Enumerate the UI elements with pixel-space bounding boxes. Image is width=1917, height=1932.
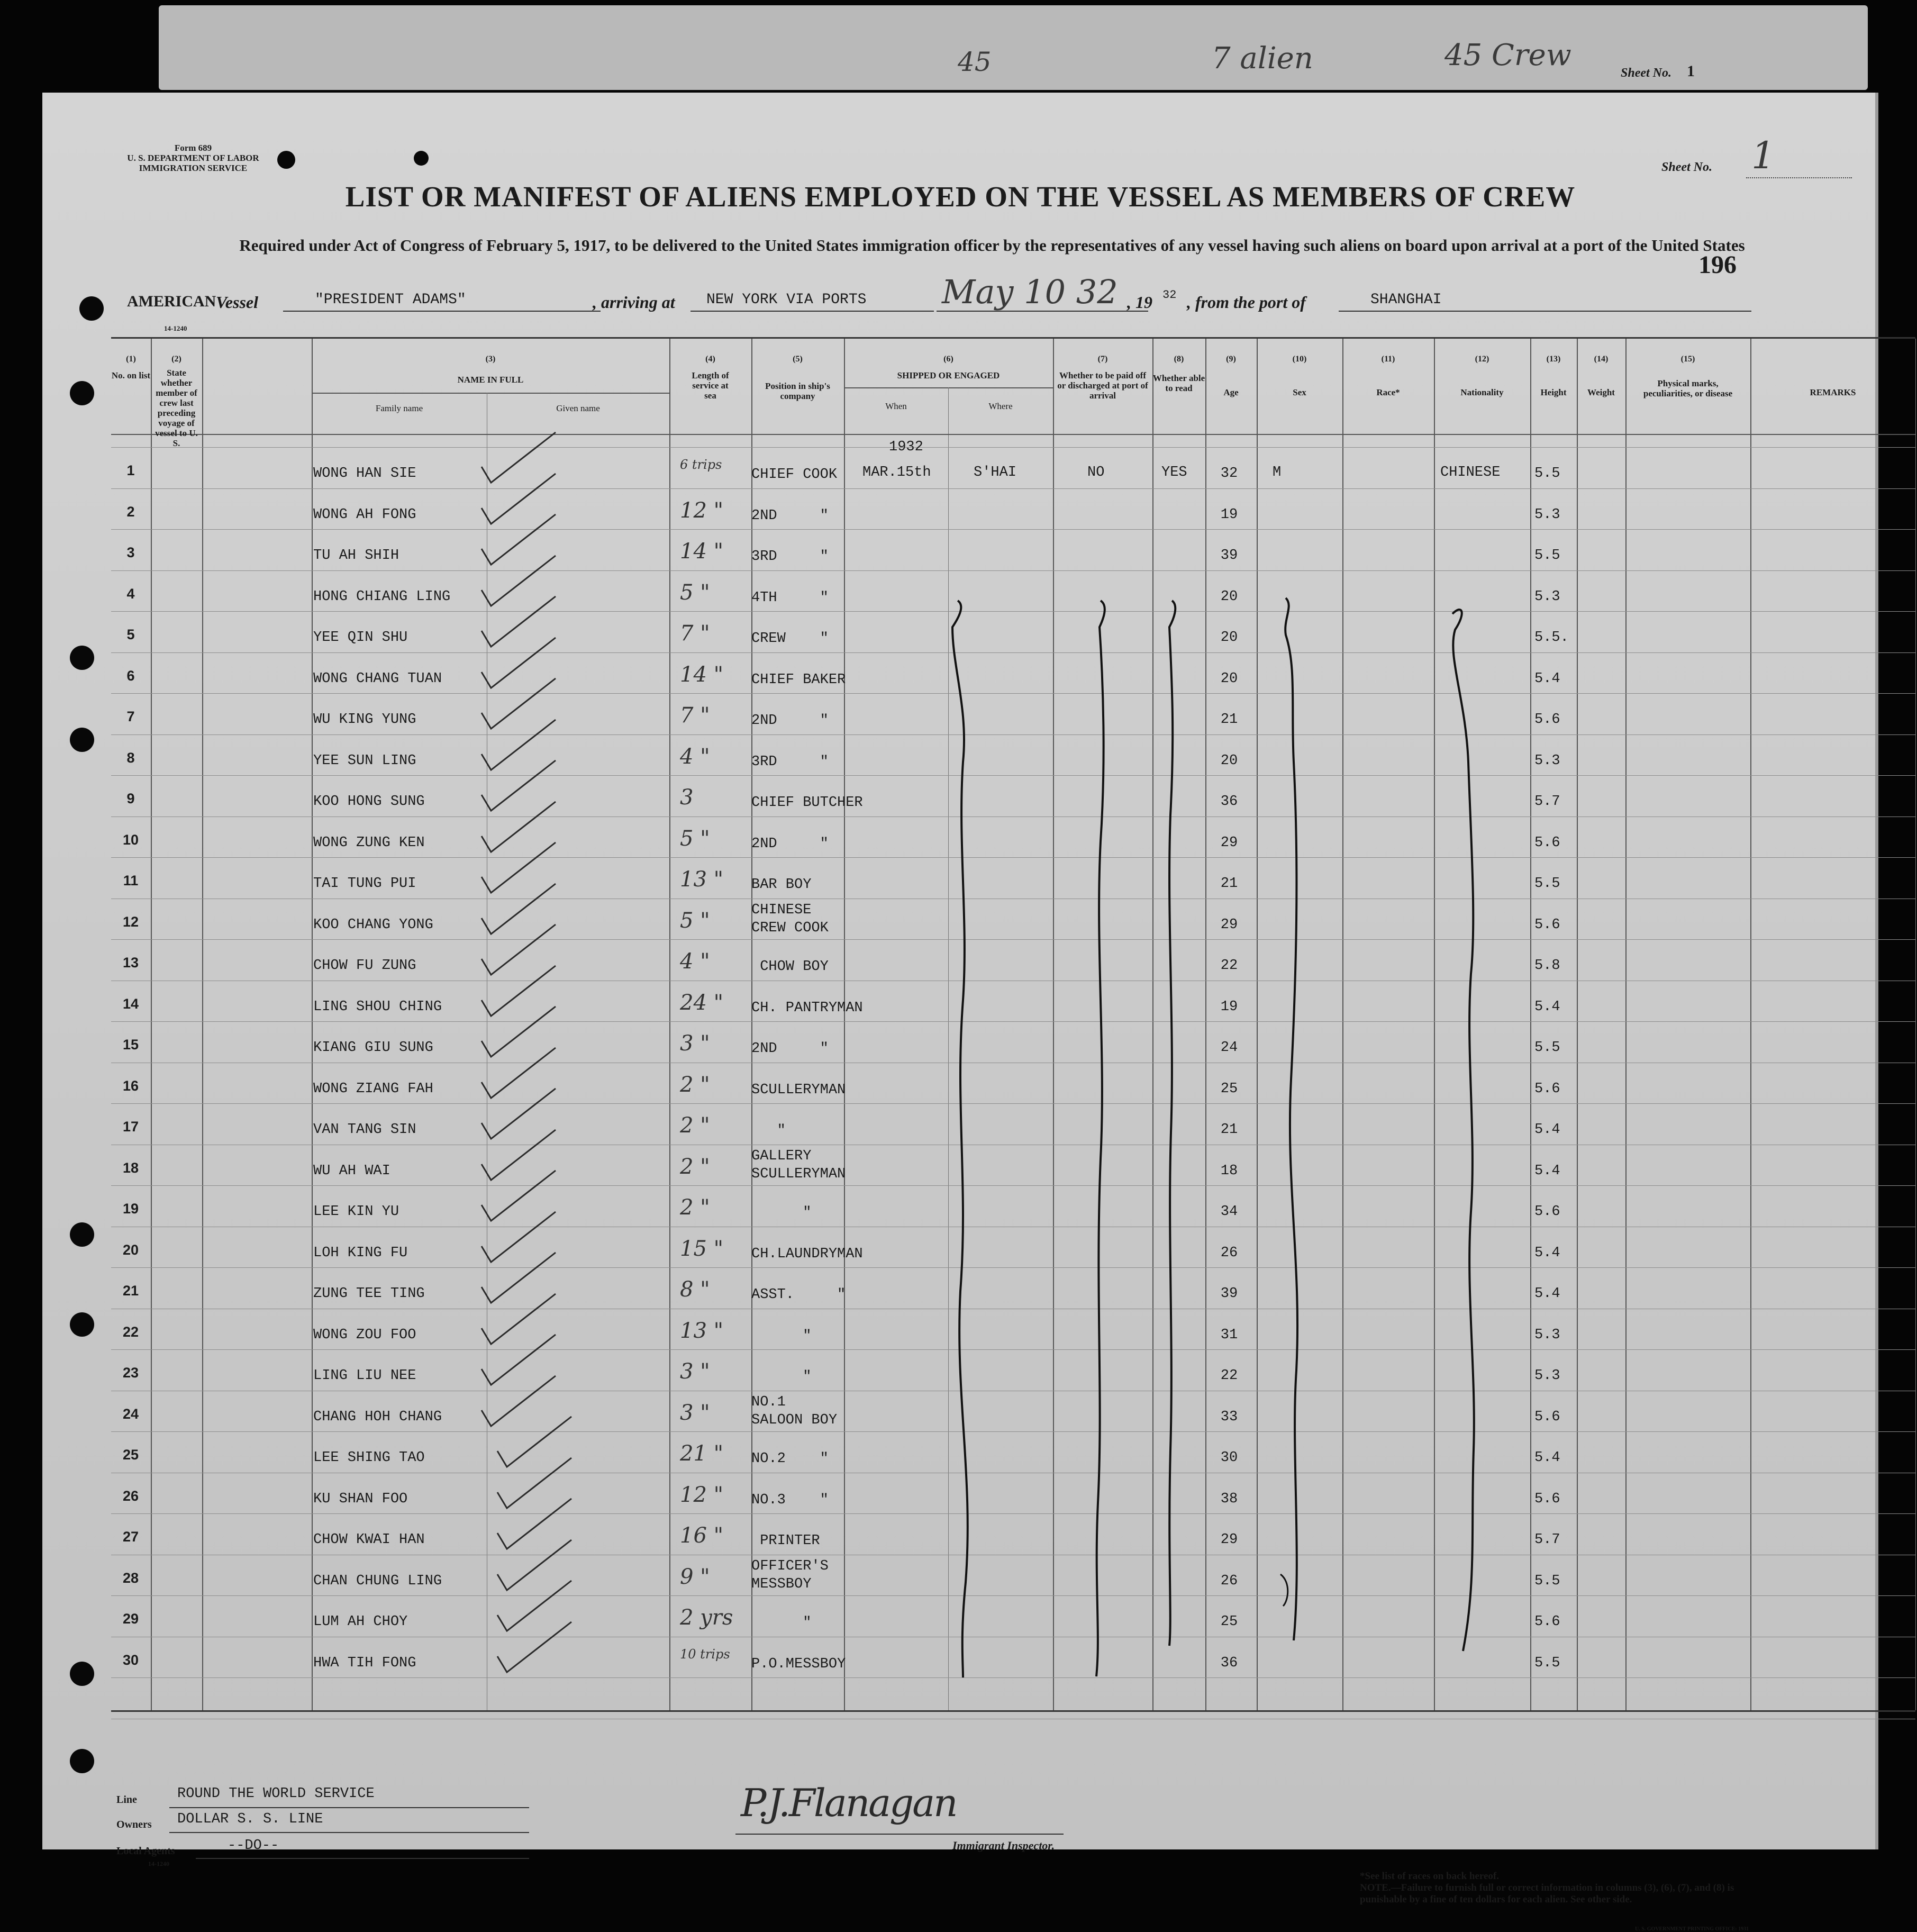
row-number: 20 xyxy=(122,1241,139,1258)
arriving-line xyxy=(691,311,934,312)
height: 5.3 xyxy=(1534,1368,1560,1384)
family-name: LEE KIN YU xyxy=(313,1204,399,1220)
col-head-shipped: SHIPPED OR ENGAGED xyxy=(897,370,1000,380)
agents-underline xyxy=(196,1858,529,1859)
height: 5.6 xyxy=(1534,917,1560,933)
age: 22 xyxy=(1220,958,1238,974)
binder-hole xyxy=(70,1312,94,1337)
height: 5.6 xyxy=(1534,712,1560,728)
age: 25 xyxy=(1220,1081,1238,1097)
col-num-4: (4) xyxy=(705,355,715,364)
row-number: 22 xyxy=(122,1323,139,1340)
ship-position: CHIEF COOK xyxy=(751,467,838,483)
top-note-alien-count: 7 alien xyxy=(1212,41,1313,76)
height: 5.4 xyxy=(1534,1245,1560,1261)
col-head-remarks: REMARKS xyxy=(1810,387,1856,397)
height: 5.7 xyxy=(1534,794,1560,810)
height: 5.5 xyxy=(1534,1573,1560,1589)
row-number: 6 xyxy=(126,667,135,684)
length-of-service: 12 " xyxy=(680,1482,724,1507)
col-head-given-name: Given name xyxy=(556,403,600,413)
agents-label: Local Agents xyxy=(116,1845,175,1857)
age: 29 xyxy=(1220,917,1238,933)
length-of-service: 13 " xyxy=(680,867,724,892)
col-head-read: Whether able to read xyxy=(1152,373,1205,393)
row-number: 11 xyxy=(123,873,139,888)
ditto-marks xyxy=(111,339,1915,1710)
length-of-service: 5 " xyxy=(680,908,710,933)
age: 36 xyxy=(1220,1655,1238,1671)
page-title: LIST OR MANIFEST OF ALIENS EMPLOYED ON THE VESSEL AS MEMBERS OF CREW xyxy=(345,180,1576,213)
family-name: WONG ZUNG KEN xyxy=(313,835,425,851)
col-num-6: (6) xyxy=(943,355,953,364)
age: 21 xyxy=(1220,1122,1238,1138)
length-of-service: 5 " xyxy=(680,580,710,605)
ship-position: NO.2 " xyxy=(751,1451,829,1467)
ship-position: SCULLERYMAN xyxy=(751,1082,846,1098)
vessel-name: "PRESIDENT ADAMS" xyxy=(315,292,466,308)
age: 19 xyxy=(1220,506,1238,523)
row-number: 17 xyxy=(122,1119,139,1135)
owners-underline xyxy=(169,1832,529,1833)
col-head-no: No. on list xyxy=(111,370,151,380)
age: 33 xyxy=(1220,1409,1238,1425)
length-of-service: 4 " xyxy=(680,744,710,769)
inspector-label: Immigrant Inspector. xyxy=(952,1839,1055,1852)
sheet-number: 1 xyxy=(1751,134,1775,177)
height: 5.3 xyxy=(1534,1327,1560,1343)
owners-value: DOLLAR S. S. LINE xyxy=(177,1811,323,1827)
age: 29 xyxy=(1220,1532,1238,1548)
row-number: 2 xyxy=(126,503,135,520)
ship-position: " xyxy=(751,1369,812,1385)
age: 24 xyxy=(1220,1040,1238,1056)
vessel-nationality: AMERICAN xyxy=(127,293,216,310)
ship-position: NO.3 " xyxy=(751,1492,829,1508)
family-name: WONG AH FONG xyxy=(313,506,416,523)
height: 5.5. xyxy=(1534,630,1569,646)
ditto-line-nationality xyxy=(1452,610,1474,1651)
age: 20 xyxy=(1220,588,1238,605)
row-number: 27 xyxy=(122,1529,139,1545)
paid-off-value: NO xyxy=(1087,465,1105,480)
age: 19 xyxy=(1220,999,1238,1015)
family-name: KU SHAN FOO xyxy=(313,1491,408,1507)
col-head-position: Position in ship's company xyxy=(765,381,830,401)
height: 5.8 xyxy=(1534,958,1560,974)
row-number: 16 xyxy=(122,1077,139,1094)
ship-position: 2ND " xyxy=(751,836,829,852)
read-value: YES xyxy=(1161,465,1187,480)
age: 26 xyxy=(1220,1573,1238,1589)
back-sheet xyxy=(159,5,1868,90)
row-number: 1 xyxy=(126,462,135,478)
sheet-label: Sheet No. xyxy=(1661,160,1712,174)
height: 5.6 xyxy=(1534,1614,1560,1630)
ship-position: " xyxy=(751,1123,786,1139)
col-num-11: (11) xyxy=(1381,355,1395,364)
family-name: CHOW KWAI HAN xyxy=(313,1532,425,1548)
page-subtitle: Required under Act of Congress of February 5, 1917, to be delivered to the United States immigration officer by the representatives of any vessel having such aliens on board upon arrival at a port of the United States xyxy=(239,236,1745,255)
length-of-service: 15 " xyxy=(680,1236,724,1261)
binder-hole xyxy=(79,296,104,321)
ship-position: CHIEF BAKER xyxy=(751,672,846,688)
footer-note: *See list of races on back hereof. NOTE.—Failure to furnish full or correct information in columns (3), (6), (7), and (8) is punishable by a fine of ten dollars for each alien. See other side. xyxy=(1360,1871,1734,1905)
ship-position: PRINTER xyxy=(751,1533,820,1549)
col-head-height: Height xyxy=(1540,387,1567,397)
row-number: 13 xyxy=(122,955,139,970)
row-number: 5 xyxy=(126,627,135,642)
col-num-14: (14) xyxy=(1594,355,1609,364)
length-of-service: 2 " xyxy=(680,1195,710,1220)
age: 34 xyxy=(1220,1204,1238,1220)
ship-position: BAR BOY xyxy=(751,877,812,893)
col-num-8: (8) xyxy=(1174,355,1184,364)
col-num-10: (10) xyxy=(1292,355,1307,364)
family-name: CHANG HOH CHANG xyxy=(313,1409,442,1425)
binder-hole xyxy=(70,728,94,752)
length-of-service: 14 " xyxy=(680,662,724,687)
row-number: 4 xyxy=(126,585,135,602)
length-of-service: 13 " xyxy=(680,1318,724,1343)
crew-table xyxy=(111,337,1915,1712)
year-suffix: 32 xyxy=(1162,288,1177,302)
length-of-service: 3 " xyxy=(680,1359,710,1384)
printer-note: U. S. GOVERNMENT PRINTING OFFICE: 1931 xyxy=(1635,1926,1749,1932)
ship-position: CHIEF BUTCHER xyxy=(751,795,863,811)
family-name: LOH KING FU xyxy=(313,1245,408,1261)
binder-hole xyxy=(70,381,94,405)
col-head-weight: Weight xyxy=(1587,387,1615,397)
col-head-physical-marks: Physical marks, peculiarities, or disease xyxy=(1643,378,1733,398)
age: 26 xyxy=(1220,1245,1238,1261)
binder-hole xyxy=(70,1749,94,1773)
ship-position: " xyxy=(751,1615,812,1631)
family-name: KOO HONG SUNG xyxy=(313,794,425,810)
ship-position: CHINESE CREW COOK xyxy=(751,902,829,936)
year-prefix: , 19 xyxy=(1127,293,1152,312)
age: 25 xyxy=(1220,1614,1238,1630)
family-name: WU KING YUNG xyxy=(313,712,416,728)
length-of-service: 6 trips xyxy=(680,457,722,472)
row-number: 25 xyxy=(122,1447,139,1463)
col-head-race: Race* xyxy=(1376,387,1400,397)
age: 30 xyxy=(1220,1450,1238,1466)
length-of-service: 2 " xyxy=(680,1113,710,1138)
binder-hole xyxy=(277,151,295,169)
agents-value: --DO-- xyxy=(228,1838,279,1854)
row-number: 10 xyxy=(122,831,139,848)
back-sheet-number: 1 xyxy=(1687,62,1695,80)
where-port: S'HAI xyxy=(974,465,1017,480)
family-name: CHOW FU ZUNG xyxy=(313,958,416,974)
family-name: VAN TANG SIN xyxy=(313,1122,416,1138)
binder-hole xyxy=(70,1662,94,1686)
ship-position: " xyxy=(751,1328,812,1344)
height: 5.7 xyxy=(1534,1532,1560,1548)
nationality-value: CHINESE xyxy=(1440,465,1501,480)
row-number: 3 xyxy=(126,545,135,560)
length-of-service: 14 " xyxy=(680,539,724,564)
age: 20 xyxy=(1220,752,1238,769)
length-of-service: 9 " xyxy=(680,1564,710,1589)
length-of-service: 2 yrs xyxy=(680,1606,733,1630)
family-name: TU AH SHIH xyxy=(313,548,399,564)
col-head-sex: Sex xyxy=(1293,387,1306,397)
ship-position: CHOW BOY xyxy=(751,959,829,975)
family-name: TAI TUNG PUI xyxy=(313,876,416,892)
row-number: 26 xyxy=(122,1487,139,1504)
height: 5.4 xyxy=(1534,999,1560,1015)
height: 5.5 xyxy=(1534,466,1560,482)
sex-value: M xyxy=(1273,465,1282,480)
ship-position: CH.LAUNDRYMAN xyxy=(751,1246,863,1262)
col-head-prior-voyage: State whether member of crew last preceding voyage of vessel to U. S. xyxy=(155,368,198,448)
age: 21 xyxy=(1220,876,1238,892)
from-port: SHANGHAI xyxy=(1370,292,1442,308)
ship-position: ASST. " xyxy=(751,1287,846,1303)
age: 21 xyxy=(1220,712,1238,728)
height: 5.6 xyxy=(1534,1081,1560,1097)
col-num-1: (1) xyxy=(126,355,136,364)
col-num-2: (2) xyxy=(171,355,181,364)
family-name: HWA TIH FONG xyxy=(313,1655,416,1671)
col-num-9: (9) xyxy=(1226,355,1236,364)
row-number: 18 xyxy=(122,1159,139,1176)
length-of-service: 4 " xyxy=(680,949,710,974)
height: 5.4 xyxy=(1534,1163,1560,1179)
row-number: 23 xyxy=(122,1365,139,1381)
length-of-service: 7 " xyxy=(680,703,710,728)
height: 5.6 xyxy=(1534,1409,1560,1425)
height: 5.6 xyxy=(1534,1204,1560,1220)
top-note-crew-count: 45 xyxy=(958,47,992,77)
age: 39 xyxy=(1220,1286,1238,1302)
ship-position: GALLERY SCULLERYMAN xyxy=(751,1148,846,1182)
row-number: 8 xyxy=(126,749,135,766)
length-of-service: 10 trips xyxy=(680,1646,730,1662)
col-num-13: (13) xyxy=(1546,355,1561,364)
ship-position: 4TH " xyxy=(751,589,829,606)
age: 32 xyxy=(1220,466,1238,482)
family-name: KIANG GIU SUNG xyxy=(313,1040,433,1056)
ship-position: 2ND " xyxy=(751,1041,829,1057)
family-name: WONG ZIANG FAH xyxy=(313,1081,433,1097)
ship-position: OFFICER'S MESSBOY xyxy=(751,1558,829,1592)
col-head-nationality: Nationality xyxy=(1460,387,1504,397)
length-of-service: 8 " xyxy=(680,1277,710,1302)
from-port-label: , from the port of xyxy=(1187,293,1306,312)
length-of-service: 16 " xyxy=(680,1523,724,1548)
ditto-line-read xyxy=(1169,601,1175,1646)
col-head-family-name: Family name xyxy=(375,403,423,413)
col-num-12: (12) xyxy=(1475,355,1489,364)
family-name: KOO CHANG YONG xyxy=(313,917,433,933)
age: 22 xyxy=(1220,1368,1238,1384)
age: 20 xyxy=(1220,630,1238,646)
family-name: HONG CHIANG LING xyxy=(313,588,451,605)
col-num-3: (3) xyxy=(485,355,496,364)
owners-label: Owners xyxy=(116,1819,152,1830)
family-name: WU AH WAI xyxy=(313,1163,390,1179)
note-label: NOTE. xyxy=(1360,1882,1391,1893)
ship-position: " xyxy=(751,1205,812,1221)
height: 5.5 xyxy=(1534,876,1560,892)
col-head-paid-off: Whether to be paid off or discharged at port of arrival xyxy=(1057,370,1148,401)
family-name: WONG CHANG TUAN xyxy=(313,670,442,687)
sheet-number-line xyxy=(1746,177,1852,178)
age: 39 xyxy=(1220,548,1238,564)
col-head-where: Where xyxy=(988,401,1013,411)
row-number: 28 xyxy=(122,1570,139,1586)
height: 5.3 xyxy=(1534,752,1560,769)
arrival-date-handwritten: May 10 32 xyxy=(942,273,1118,311)
row-number: 7 xyxy=(126,709,135,724)
signature-line xyxy=(735,1834,1064,1835)
ship-position: 2ND " xyxy=(751,507,829,524)
ditto-line-where xyxy=(952,601,968,1677)
length-of-service: 2 " xyxy=(680,1072,710,1097)
family-name: LEE SHING TAO xyxy=(313,1450,425,1466)
age: 36 xyxy=(1220,794,1238,810)
ship-position: CREW " xyxy=(751,631,829,647)
age: 29 xyxy=(1220,835,1238,851)
age: 20 xyxy=(1220,670,1238,687)
row-number: 30 xyxy=(122,1652,139,1668)
length-of-service: 12 " xyxy=(680,498,724,523)
height: 5.5 xyxy=(1534,1655,1560,1671)
agents-code: 14-1240 xyxy=(148,1860,169,1867)
ditto-line-paid-off xyxy=(1096,601,1105,1676)
col-head-name: NAME IN FULL xyxy=(457,375,524,385)
length-of-service: 3 xyxy=(680,785,694,810)
height: 5.4 xyxy=(1534,1286,1560,1302)
vessel-name-line xyxy=(283,311,601,312)
ship-position: NO.1 SALOON BOY xyxy=(751,1394,838,1428)
col-num-5: (5) xyxy=(793,355,803,364)
arriving-label: , arriving at xyxy=(593,293,675,312)
row-number: 19 xyxy=(122,1201,139,1217)
ship-position: 3RD " xyxy=(751,754,829,770)
ship-position: 3RD " xyxy=(751,549,829,565)
length-of-service: 5 " xyxy=(680,826,710,851)
row-number: 15 xyxy=(122,1037,139,1053)
binder-hole xyxy=(70,646,94,670)
col-head-service: Length of service at sea xyxy=(692,370,729,401)
age: 31 xyxy=(1220,1327,1238,1343)
family-name: WONG HAN SIE xyxy=(313,466,416,482)
length-of-service: 2 " xyxy=(680,1154,710,1179)
col-head-when: When xyxy=(885,401,907,411)
length-of-service: 24 " xyxy=(680,990,724,1015)
family-name: CHAN CHUNG LING xyxy=(313,1573,442,1589)
height: 5.3 xyxy=(1534,588,1560,605)
height: 5.6 xyxy=(1534,835,1560,851)
height: 5.4 xyxy=(1534,1450,1560,1466)
family-name: WONG ZOU FOO xyxy=(313,1327,416,1343)
row-number: 24 xyxy=(122,1405,139,1422)
height: 5.5 xyxy=(1534,548,1560,564)
family-name: YEE SUN LING xyxy=(313,752,416,769)
row-number: 29 xyxy=(122,1611,139,1627)
length-of-service: 3 " xyxy=(680,1031,710,1056)
col-num-15: (15) xyxy=(1680,355,1695,364)
arriving-port: NEW YORK VIA PORTS xyxy=(706,292,867,308)
ship-position: 2ND " xyxy=(751,713,829,729)
row-number: 21 xyxy=(122,1283,139,1299)
length-of-service: 7 " xyxy=(680,621,710,646)
length-of-service: 21 " xyxy=(680,1441,724,1466)
age: 18 xyxy=(1220,1163,1238,1179)
height: 5.3 xyxy=(1534,506,1560,523)
line-value: ROUND THE WORLD SERVICE xyxy=(177,1786,375,1802)
when-date: MAR.15th xyxy=(862,465,931,480)
ship-position: CH. PANTRYMAN xyxy=(751,1000,863,1016)
length-of-service: 3 " xyxy=(680,1400,710,1425)
line-label: Line xyxy=(116,1794,137,1806)
height: 5.5 xyxy=(1534,1040,1560,1056)
inspector-signature: P.J.Flanagan xyxy=(741,1781,957,1825)
form-number: Form 689 U. S. DEPARTMENT OF LABOR IMMIGRATION SERVICE xyxy=(127,143,259,173)
when-year: 1932 xyxy=(889,439,923,455)
manifest-sheet xyxy=(42,93,1878,1932)
note-text: —Failure to furnish full or correct information in columns (3), (6), (7), and (8) is punishable by a fine of ten dollars for each alien. See other side. xyxy=(1360,1882,1734,1905)
height: 5.6 xyxy=(1534,1491,1560,1507)
height: 5.4 xyxy=(1534,1122,1560,1138)
binder-hole xyxy=(414,151,429,166)
binder-hole xyxy=(70,1222,94,1247)
col-head-age: Age xyxy=(1223,387,1239,397)
row-number: 12 xyxy=(122,913,139,930)
vessel-label: Vessel xyxy=(216,293,258,312)
line-underline xyxy=(169,1807,529,1808)
from-port-line xyxy=(1339,311,1751,312)
form-code: 14-1240 xyxy=(164,324,187,332)
top-note-total-crew: 45 Crew xyxy=(1444,38,1571,72)
height: 5.4 xyxy=(1534,670,1560,687)
family-name: YEE QIN SHU xyxy=(313,630,408,646)
document-number: 196 xyxy=(1698,251,1737,279)
family-name: ZUNG TEE TING xyxy=(313,1286,425,1302)
ditto-line-sex xyxy=(1285,598,1297,1640)
family-name: LING LIU NEE xyxy=(313,1368,416,1384)
age: 38 xyxy=(1220,1491,1238,1507)
row-number: 14 xyxy=(122,995,139,1012)
back-sheet-label: Sheet No. xyxy=(1621,66,1671,80)
row-number: 9 xyxy=(126,791,135,806)
col-num-7: (7) xyxy=(1097,355,1108,364)
ship-position: P.O.MESSBOY xyxy=(751,1656,846,1672)
family-name: LING SHOU CHING xyxy=(313,999,442,1015)
family-name: LUM AH CHOY xyxy=(313,1614,408,1630)
